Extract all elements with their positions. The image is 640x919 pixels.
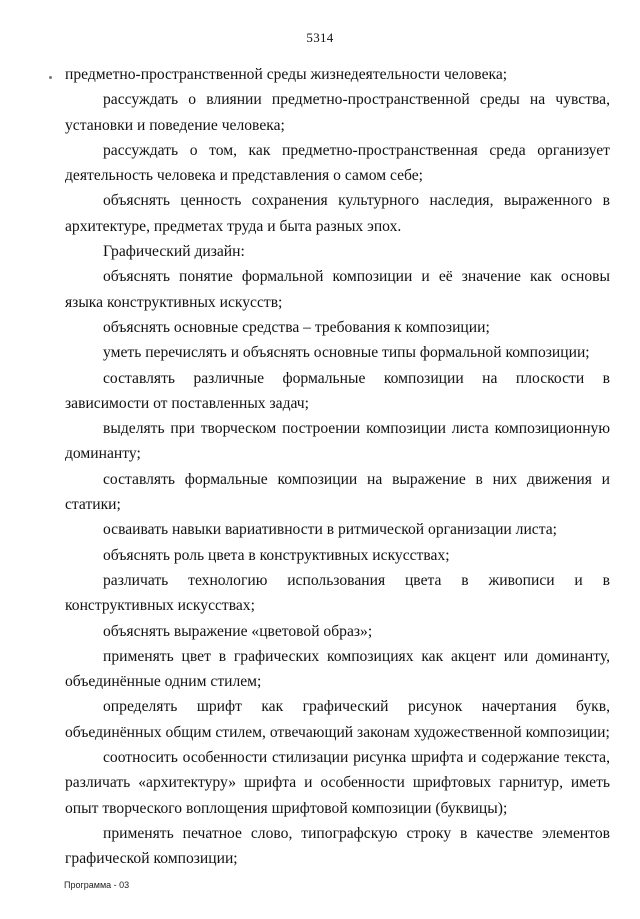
paragraph: применять печатное слово, типографскую строку в качестве элементов графической композиции;: [65, 824, 610, 868]
scan-artifact-dot: [49, 76, 52, 79]
paragraph: составлять формальные композиции на выражение в них движения и статики;: [65, 470, 610, 514]
paragraph: соотносить особенности стилизации рисунка шрифта и содержание текста, различать «архитектуру» шрифта и особенности шрифтовых гарнитур, иметь опыт творческого воплощения шрифтовой композиции (буквицы);: [65, 749, 610, 817]
page-number: 5314: [306, 30, 334, 45]
paragraph: осваивать навыки вариативности в ритмической организации листа;: [103, 521, 557, 539]
section-heading: Графический дизайн:: [103, 243, 245, 261]
paragraph: различать технологию использования цвета в живописи и в конструктивных искусствах;: [65, 571, 610, 615]
body-text: [65, 62, 610, 872]
paragraph: объяснять роль цвета в конструктивных искусствах;: [103, 546, 450, 564]
paragraph: объяснять понятие формальной композиции и её значение как основы языка конструктивных искусств;: [65, 268, 610, 311]
paragraph: составлять различные формальные композиции на плоскости в зависимости от поставленных задач;: [65, 369, 610, 412]
paragraph: определять шрифт как графический рисунок начертания букв, объединённых общим стилем, отвечающий законам художественной композиции;: [65, 698, 610, 741]
paragraph: рассуждать о том, как предметно-пространственная среда организует деятельность человека и представления о самом себе;: [65, 141, 610, 185]
paragraph: объяснять ценность сохранения культурного наследия, выраженного в архитектуре, предметах труда и быта разных эпох.: [65, 192, 610, 235]
paragraph: уметь перечислять и объяснять основные типы формальной композиции;: [103, 344, 590, 362]
paragraph-continuation: предметно-пространственной среды жизнедеятельности человека;: [65, 66, 508, 83]
paragraph: рассуждать о влиянии предметно-пространственной среды на чувства, установки и поведение человека;: [65, 91, 610, 134]
paragraph: объяснять основные средства – требования к композиции;: [103, 318, 490, 336]
footer-label: Программа - 03: [64, 880, 130, 890]
paragraph: выделять при творческом построении композиции листа композиционную доминанту;: [65, 420, 610, 463]
paragraph: объяснять выражение «цветовой образ»;: [103, 622, 373, 640]
paragraph: применять цвет в графических композициях как акцент или доминанту, объединённые одним стилем;: [65, 647, 610, 691]
